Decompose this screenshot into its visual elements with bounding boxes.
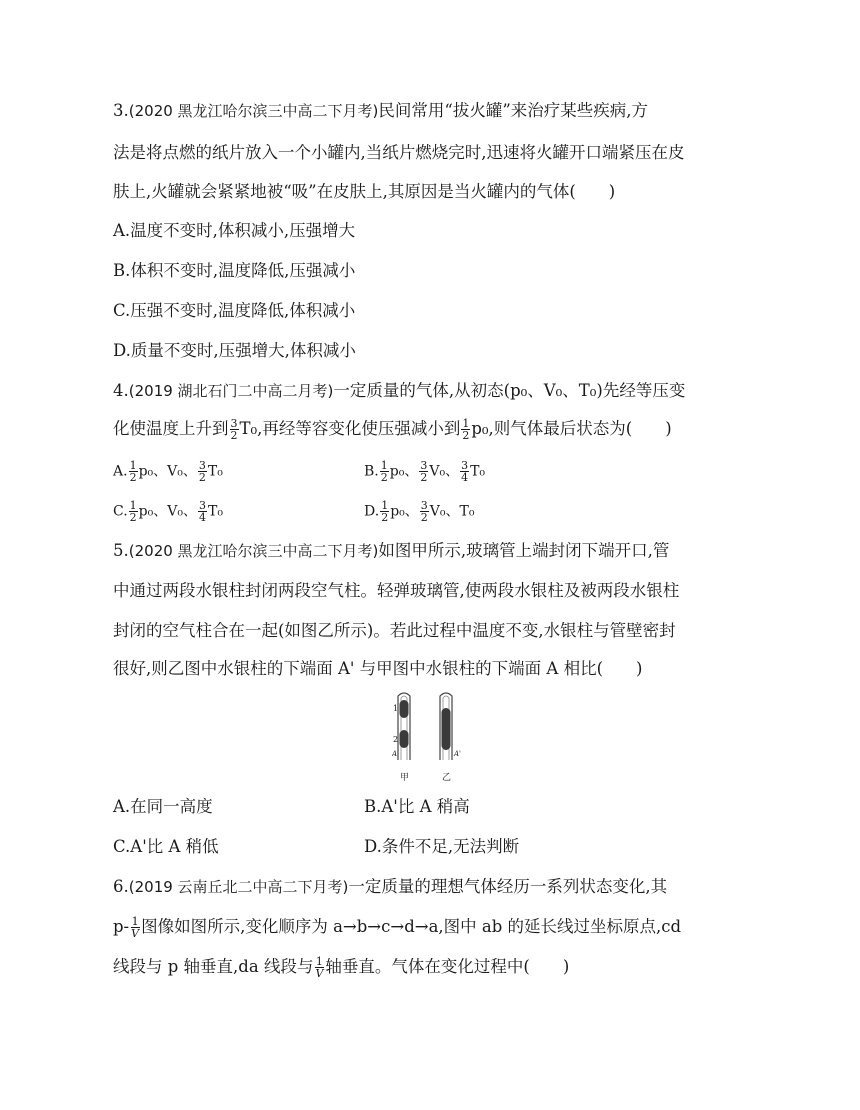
- q3-number: 3.: [113, 101, 129, 120]
- q4-stem-2b: T₀,再经等容变化使压强减小到: [239, 419, 461, 438]
- caption-jia: 甲: [400, 773, 410, 783]
- q6-stem-2b: 图像如图所示,变化顺序为 a→b→c→d→a,图中 ab 的延长线过坐标原点,cd: [141, 917, 682, 936]
- q5-option-a: A.在同一高度: [113, 797, 213, 816]
- q3-option-a: A.温度不变时,体积减小,压强增大: [113, 221, 356, 240]
- q3-option-d: D.质量不变时,压强增大,体积减小: [113, 341, 356, 360]
- q4-stem-1: 一定质量的气体,从初态(p₀、V₀、T₀)先经等压变: [333, 381, 686, 400]
- q3-line-1: [113, 100, 648, 122]
- q4-line-2: [113, 418, 672, 441]
- q3-stem-3: 肤上,火罐就会紧紧地被“吸”在皮肤上,其原因是当火罐内的气体( ): [113, 182, 616, 201]
- q6-source: (2019 云南丘北二中高二下月考): [128, 878, 349, 896]
- caption-yi: 乙: [442, 773, 452, 783]
- q3-stem-2: 法是将点燃的纸片放入一个小罐内,当纸片燃烧完时,迅速将火罐开口端紧压在皮: [113, 143, 685, 162]
- q3-source: (2020 黑龙江哈尔滨三中高二下月考): [128, 102, 379, 120]
- label-a-prime: A': [454, 750, 461, 758]
- q4-option-c: C. $\frac{1}{2}$ p₀、V₀、 $\frac{3}{4}$ T₀: [113, 499, 223, 524]
- q4-number: 4.: [113, 381, 129, 400]
- fraction-one-over-v-axis: $\frac{1}{V}$: [315, 955, 324, 980]
- q5-option-c: C.A'比 A 稍低: [113, 837, 219, 856]
- q6-stem-3a: 线段与 p 轴垂直,da 线段与: [113, 957, 314, 976]
- q5-option-d: D.条件不足,无法判断: [364, 837, 520, 856]
- label-1: 1: [393, 704, 399, 713]
- label-a: A: [392, 750, 398, 758]
- q4-stem-2c: p₀,则气体最后状态为( ): [471, 419, 672, 438]
- q4-option-b: B. $\frac{1}{2}$ p₀、 $\frac{3}{2}$ V₀、 $\frac{3}{4}$ T₀: [364, 459, 486, 484]
- mercury-column-1: [400, 700, 409, 718]
- q5-stem-4: 很好,则乙图中水银柱的下端面 A' 与甲图中水银柱的下端面 A 相比( ): [113, 659, 643, 678]
- q4-option-a: A. $\frac{1}{2}$ p₀、V₀、 $\frac{3}{2}$ T₀: [113, 459, 223, 484]
- q5-source: (2020 黑龙江哈尔滨三中高二下月考): [128, 542, 379, 560]
- q5-line-1: [113, 540, 669, 562]
- q4-option-d: D. $\frac{1}{2}$ p₀、 $\frac{3}{2}$ V₀、T₀: [364, 499, 475, 524]
- q4-source: (2019 湖北石门二中高二月考): [128, 382, 334, 400]
- q6-line-1: [113, 876, 667, 898]
- q3-option-c: C.压强不变时,温度降低,体积减小: [113, 301, 356, 320]
- q6-line-3: [113, 956, 569, 979]
- q3-stem-1: 民间常用“拔火罐”来治疗某些疾病,方: [378, 101, 649, 120]
- fraction-one-over-v: $\frac{1}{V}$: [131, 915, 140, 940]
- fraction-three-halves: $\frac{3}{2}$: [230, 417, 238, 442]
- q5-stem-1: 如图甲所示,玻璃管上端封闭下端开口,管: [378, 541, 670, 560]
- label-2: 2: [393, 735, 399, 744]
- q3-option-b: B.体积不变时,温度降低,压强减小: [113, 261, 356, 280]
- q4-stem-2a: 化使温度上升到: [113, 419, 229, 438]
- q6-number: 6.: [113, 877, 129, 896]
- fraction-one-half: $\frac{1}{2}$: [462, 417, 470, 442]
- q6-stem-2a: p-: [113, 917, 130, 936]
- mercury-column-merged: [442, 708, 451, 750]
- q5-stem-3: 封闭的空气柱合在一起(如图乙所示)。若此过程中温度不变,水银柱与管壁密封: [113, 621, 676, 640]
- mercury-column-2: [400, 730, 409, 748]
- q5-stem-2: 中通过两段水银柱封闭两段空气柱。轻弹玻璃管,使两段水银柱及被两段水银柱: [113, 581, 680, 600]
- mercury-tube-figure: [392, 690, 472, 786]
- q4-line-1: [113, 380, 685, 402]
- q6-stem-3b: 轴垂直。气体在变化过程中( ): [325, 957, 570, 976]
- q6-line-2: [113, 916, 681, 939]
- q6-stem-1: 一定质量的理想气体经历一系列状态变化,其: [348, 877, 668, 896]
- q5-option-b: B.A'比 A 稍高: [364, 797, 470, 816]
- q5-number: 5.: [113, 541, 129, 560]
